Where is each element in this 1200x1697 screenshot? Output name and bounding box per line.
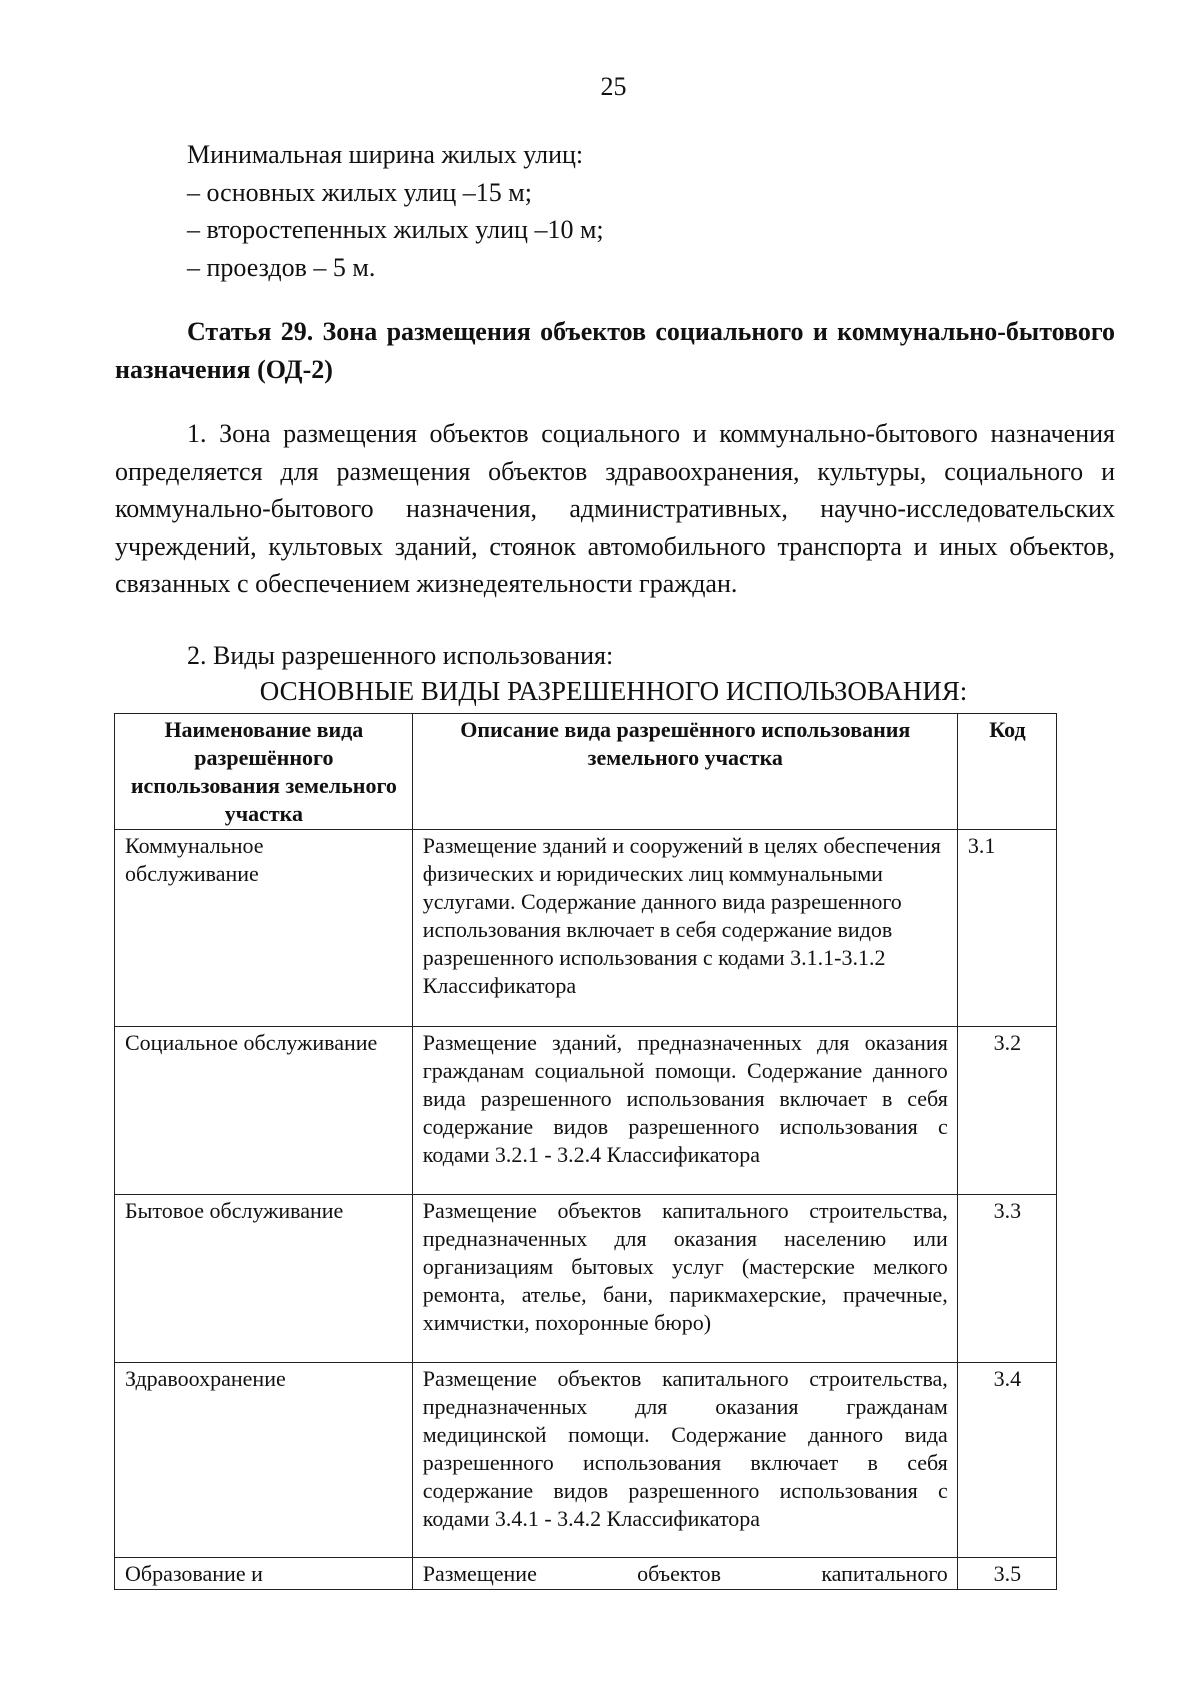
table-row <box>115 1027 1057 1195</box>
permitted-uses-table <box>114 713 1057 1590</box>
paragraph-permitted-uses: 2. Виды разрешенного использования: <box>187 641 614 670</box>
table-row <box>115 1558 1057 1590</box>
table-header-row <box>115 714 1057 830</box>
row-code: 3.5 <box>957 1558 1056 1590</box>
row-name: Здравоохранение <box>115 1363 413 1558</box>
table-title: ОСНОВНЫЕ ВИДЫ РАЗРЕШЕННОГО ИСПОЛЬЗОВАНИЯ: <box>259 676 968 706</box>
row-name: Социальное обслуживание <box>115 1027 413 1195</box>
row-code: 3.4 <box>957 1363 1056 1558</box>
intro-item: – проездов – 5 м. <box>187 252 376 282</box>
header-code: Код <box>957 714 1056 830</box>
page-number: 25 <box>600 72 627 101</box>
row-description: Размещение зданий и сооружений в целях обеспечения физических и юридических лиц коммунальными услугами. Содержание данного вида разрешенного использования включает в себя содержание видов разрешенного использования с кодами 3.1.1-3.1.2 Классификатора <box>412 830 957 1027</box>
header-description: Описание вида разрешённого использования земельного участка <box>412 714 957 830</box>
table-row <box>115 1195 1057 1363</box>
article-heading: Статья 29. Зона размещения объектов социального и коммунально-бытового назначения (ОД-2) <box>115 317 1115 384</box>
header-name: Наименование вида разрешённого использования земельного участка <box>115 714 413 830</box>
row-name: Коммунальное обслуживание <box>115 830 413 1027</box>
intro-title: Минимальная ширина жилых улиц: <box>187 140 584 169</box>
row-description: Размещение зданий, предназначенных для оказания гражданам социальной помощи. Содержание данного вида разрешенного использования включает в себя содержание видов разрешенного использования с кодами 3.2.1 - 3.2.4 Классификатора <box>412 1027 957 1195</box>
row-name: Бытовое обслуживание <box>115 1195 413 1363</box>
row-code: 3.3 <box>957 1195 1056 1363</box>
intro-item: – основных жилых улиц –15 м; <box>187 177 532 207</box>
row-description: Размещение объектов капитального строительства, предназначенных для оказания населению или организациям бытовых услуг (мастерские мелкого ремонта, ателье, бани, парикмахерские, прачечные, химчистки, похоронные бюро) <box>412 1195 957 1363</box>
row-name: Образование и <box>115 1558 413 1590</box>
intro-item: – второстепенных жилых улиц –10 м; <box>187 215 604 244</box>
table-row <box>115 1363 1057 1558</box>
row-description: Размещение объектов капитального строительства, предназначенных для оказания гражданам медицинской помощи. Содержание данного вида разрешенного использования включает в себя содержание видов разрешенного использования с кодами 3.4.1 - 3.4.2 Классификатора <box>412 1363 957 1558</box>
row-code: 3.2 <box>957 1027 1056 1195</box>
intro-block <box>115 136 1115 286</box>
paragraph-zone-description: 1. Зона размещения объектов социального и коммунально-бытового назначения определяется для размещения объектов здравоохранения, культуры, социального и коммунально-бытового назначения, административных, научно-исследовательских учреждений, культовых зданий, стоянок автомобильного транспорта и иных объектов, связанных с обеспечением жизнедеятельности граждан. <box>115 419 1115 598</box>
row-code: 3.1 <box>957 830 1056 1027</box>
row-description: Размещение объектов капитального <box>412 1558 957 1590</box>
table-row <box>115 830 1057 1027</box>
